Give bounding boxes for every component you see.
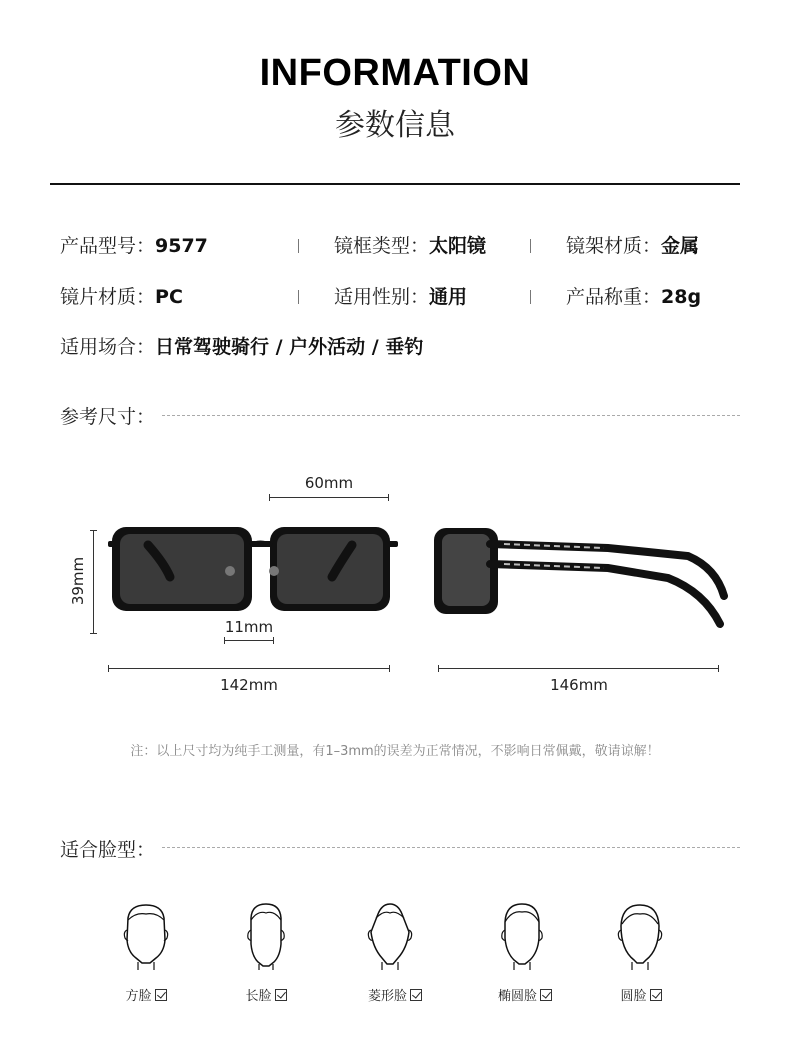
frame-width-label: 142mm	[220, 676, 278, 694]
check-icon	[650, 989, 662, 1001]
face-round	[600, 900, 680, 970]
check-icon	[275, 989, 287, 1001]
size-section-dotted-line	[162, 415, 740, 416]
title-en: INFORMATION	[259, 52, 531, 94]
face-label-oval	[470, 985, 580, 1004]
round-face-icon	[610, 900, 670, 970]
face-square	[106, 900, 186, 970]
face-section-label: 适合脸型：	[60, 839, 156, 861]
face-label-long	[211, 985, 321, 1004]
spec-separator	[298, 239, 299, 253]
check-icon	[540, 989, 552, 1001]
face-long	[226, 900, 306, 970]
spec-value: 通用	[429, 286, 468, 308]
square-face-icon	[116, 900, 176, 970]
spec-value: PC	[155, 286, 183, 308]
side-lens	[442, 534, 490, 606]
temple-lower	[490, 564, 720, 624]
frame-width-line	[108, 668, 390, 669]
spec-label: 镜架材质：	[566, 235, 662, 257]
left-lens	[120, 534, 244, 604]
header-divider	[50, 183, 740, 185]
spec-frame-material	[566, 231, 699, 258]
face-label-diamond	[340, 985, 450, 1004]
spec-label: 镜片材质：	[60, 286, 156, 308]
bridge-line	[224, 640, 274, 641]
spec-value: 9577	[155, 235, 208, 257]
frame-width-tick-right	[389, 665, 390, 672]
spec-label: 适用性别：	[334, 286, 430, 308]
bridge-tick-right	[273, 637, 274, 644]
spec-value: 太阳镜	[429, 235, 487, 257]
lens-height-tick-bottom	[90, 633, 97, 634]
temple-length-tick-left	[438, 665, 439, 672]
spec-weight	[566, 282, 701, 309]
oval-face-icon	[492, 900, 552, 970]
spec-label: 产品型号：	[60, 235, 156, 257]
nose-pad-left	[225, 566, 235, 576]
lens-width-label: 60mm	[304, 474, 354, 492]
spec-separator	[530, 239, 531, 253]
face-name: 方脸	[125, 989, 152, 1004]
temple-length-tick-right	[718, 665, 719, 672]
spec-value: 金属	[661, 235, 700, 257]
diamond-face-icon	[360, 900, 420, 970]
glasses-side-view	[428, 520, 733, 635]
title-zh: 参数信息	[335, 108, 455, 143]
lens-width-tick-left	[269, 494, 270, 501]
check-icon	[155, 989, 167, 1001]
measurement-note: 注：以上尺寸均为纯手工测量，有1–3mm的误差为正常情况，不影响日常佩戴，敬请谅解！	[130, 744, 660, 759]
lens-height-tick-top	[90, 530, 97, 531]
size-section-label: 参考尺寸：	[60, 406, 156, 428]
spec-lens-material	[60, 282, 183, 309]
lens-width-tick-right	[388, 494, 389, 501]
lens-height-line	[93, 530, 94, 634]
spec-value: 日常驾驶骑行 / 户外活动 / 垂钓	[155, 336, 424, 358]
spec-label: 镜框类型：	[334, 235, 430, 257]
temple-length-label: 146mm	[550, 676, 608, 694]
right-lens	[277, 534, 383, 604]
lens-height-label: 39mm	[69, 556, 87, 606]
long-face-icon	[236, 900, 296, 970]
glasses-front-view	[100, 515, 405, 620]
lens-width-line	[269, 497, 389, 498]
check-icon	[410, 989, 422, 1001]
face-section-dotted-line	[162, 847, 740, 848]
spec-model	[60, 231, 208, 258]
spec-label: 适用场合：	[60, 336, 156, 358]
spec-gender	[334, 282, 467, 309]
spec-row-3	[60, 332, 740, 362]
bridge-tick-left	[224, 637, 225, 644]
spec-separator	[298, 290, 299, 304]
spec-separator	[530, 290, 531, 304]
spec-occasion	[60, 332, 423, 359]
face-name: 菱形脸	[367, 989, 407, 1004]
face-name: 长脸	[245, 989, 272, 1004]
face-name: 圆脸	[620, 989, 647, 1004]
bridge-label: 11mm	[224, 618, 274, 636]
spec-row-1	[60, 231, 740, 261]
face-diamond	[350, 900, 430, 970]
frame-width-tick-left	[108, 665, 109, 672]
spec-value: 28g	[661, 286, 702, 308]
face-label-square	[91, 985, 201, 1004]
temple-length-line	[438, 668, 719, 669]
spec-frame-type	[334, 231, 486, 258]
face-label-round	[586, 985, 696, 1004]
spec-label: 产品称重：	[566, 286, 662, 308]
spec-row-2	[60, 282, 740, 312]
face-oval	[482, 900, 562, 970]
face-name: 椭圆脸	[497, 989, 537, 1004]
nose-pad-right	[269, 566, 279, 576]
